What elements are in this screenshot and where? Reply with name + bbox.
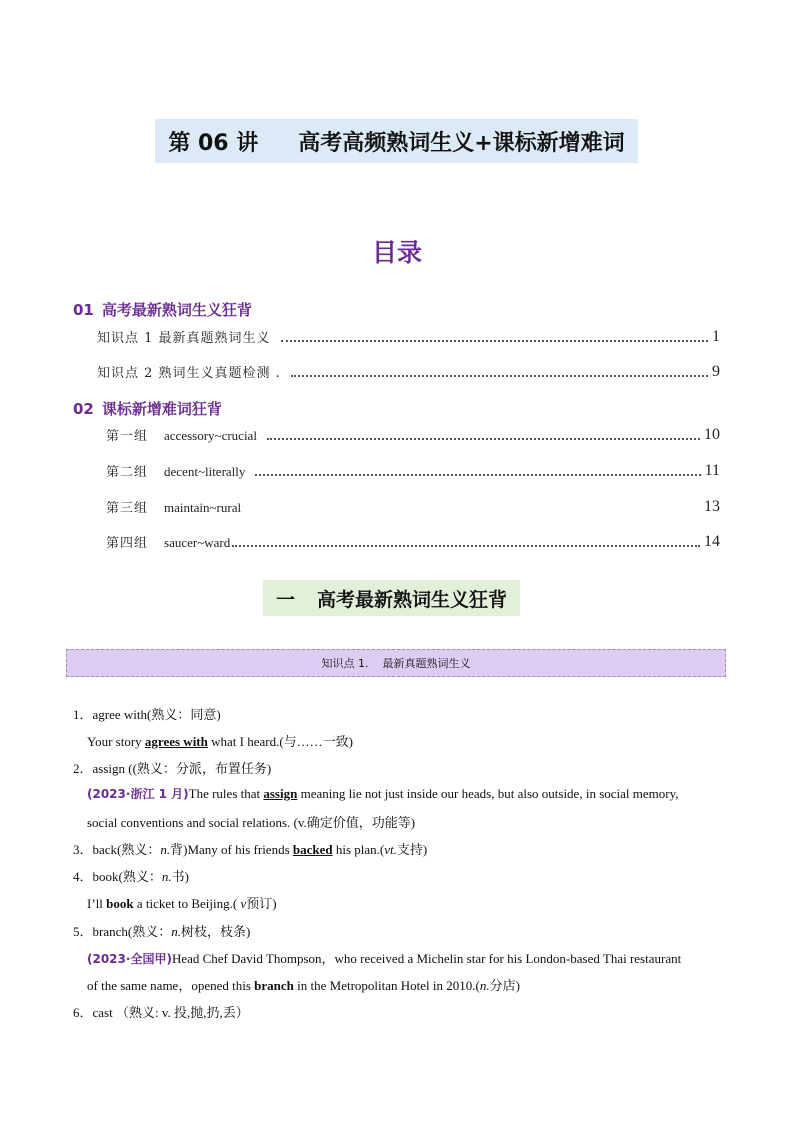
toc-item-page: 11 <box>704 462 720 479</box>
entry-4-head <box>73 866 733 885</box>
highlight-word: branch <box>254 978 294 993</box>
toc-item-group-4[interactable] <box>106 531 720 551</box>
exam-source: (2023·浙江 1 月) <box>87 787 189 801</box>
entry-text: 6．cast （熟义: v. 投,抛,扔,丢） <box>73 1005 249 1020</box>
page-title <box>155 119 638 163</box>
toc-item-words: saucer~ward <box>164 535 231 550</box>
knowledge-point-label: 知识点 1. <box>321 657 369 670</box>
entry-text: 书) <box>171 869 189 884</box>
section-banner <box>263 580 520 616</box>
entry-5-head <box>73 921 733 940</box>
entry-text: Head Chef David Thompson，who received a Michelin star for his London-based Thai restaurant <box>171 951 682 966</box>
toc-section-02[interactable] <box>73 398 222 419</box>
exam-source: (2023·全国甲) <box>87 952 172 966</box>
toc-item-label: 第四组 <box>106 536 149 551</box>
highlight-word: assign <box>263 786 298 801</box>
entry-2-example-cont <box>87 812 747 831</box>
entry-text: 2．assign ((熟义：分派，布置任务) <box>73 761 272 776</box>
entry-text: 背)Many of his friends <box>170 842 293 857</box>
entry-text: 树枝，枝条) <box>180 924 251 939</box>
toc-section-01[interactable] <box>73 299 252 320</box>
entry-2-example <box>87 785 747 802</box>
toc-item-label: 第一组 <box>106 429 149 444</box>
entry-text: of the same name，opened this <box>87 978 255 993</box>
entry-1-head <box>73 704 733 723</box>
entry-text: what I heard.(与……一致) <box>207 734 354 749</box>
toc-section-title: 高考最新熟词生义狂背 <box>101 301 252 319</box>
toc-leader-dots <box>281 340 708 342</box>
entry-text: 分店) <box>489 978 520 993</box>
toc-item-knowledge-2[interactable] <box>97 361 720 381</box>
toc-item-page: 13 <box>704 498 720 515</box>
knowledge-point-title: 最新真题熟词生义 <box>382 657 471 670</box>
toc-item-group-1[interactable] <box>106 424 720 444</box>
toc-item-knowledge-1[interactable] <box>97 326 720 346</box>
toc-item-page: 10 <box>704 426 720 443</box>
entry-3 <box>73 839 733 858</box>
lecture-number: 第 06 讲 <box>168 130 259 156</box>
entry-text: 支持) <box>396 842 428 857</box>
pos-tag: n. <box>160 842 171 857</box>
entry-text: social conventions and social relations. (v.确定价值，功能等) <box>87 815 416 830</box>
entry-text: The rules that <box>188 786 264 801</box>
toc-item-label: 知识点 2 熟词生义真题检测 . <box>97 366 281 381</box>
entry-text: 5．branch(熟义： <box>73 924 172 939</box>
entry-5-example <box>87 948 747 967</box>
toc-leader-dots <box>291 375 708 377</box>
toc-item-label: 第二组 <box>106 465 149 480</box>
knowledge-point-header <box>66 649 726 677</box>
toc-item-label: 知识点 1 最新真题熟词生义 <box>97 331 271 346</box>
toc-leader-dots <box>255 474 700 476</box>
toc-section-number: 02 <box>73 400 94 418</box>
entry-text: meaning lie not just inside our heads, but also outside, in social memory, <box>297 786 679 801</box>
entry-2-head <box>73 758 733 777</box>
entry-text: 预订) <box>246 896 277 911</box>
pos-tag: v <box>240 896 247 911</box>
entry-text: a ticket to Beijing.( <box>133 896 241 911</box>
entry-text: 1．agree with(熟义：同意) <box>73 707 221 722</box>
toc-leader-dots <box>251 510 700 512</box>
pos-tag: n. <box>161 869 172 884</box>
toc-item-page: 9 <box>712 363 720 380</box>
lecture-topic: 高考高频熟词生义+课标新增难词 <box>298 130 625 156</box>
entry-text: Your story <box>87 734 145 749</box>
section-title: 高考最新熟词生义狂背 <box>317 588 508 611</box>
toc-item-page: 1 <box>712 328 720 345</box>
highlight-word: agrees with <box>144 734 208 749</box>
pos-tag: n. <box>479 978 490 993</box>
toc-item-group-3[interactable] <box>106 496 720 516</box>
section-number: 一 <box>275 588 295 611</box>
entry-5-example-cont <box>87 975 747 994</box>
toc-section-number: 01 <box>73 301 94 319</box>
entry-text: his plan.( <box>332 842 385 857</box>
entry-1-example <box>87 731 747 750</box>
highlight-word: book <box>106 896 134 911</box>
highlight-word: backed <box>292 842 333 857</box>
toc-item-words: accessory~crucial <box>164 428 257 443</box>
toc-heading: 目录 <box>371 238 422 267</box>
entry-text: I’ll <box>87 896 107 911</box>
toc-leader-dots <box>267 438 700 440</box>
toc-item-group-2[interactable] <box>106 460 720 480</box>
entry-4-example <box>87 893 747 912</box>
entry-text: 3．back(熟义： <box>73 842 161 857</box>
pos-tag: vt. <box>384 842 397 857</box>
toc-leader-dots <box>232 545 700 547</box>
entry-text: 4．book(熟义： <box>73 869 162 884</box>
toc-item-words: maintain~rural <box>164 500 242 515</box>
pos-tag: n. <box>171 924 181 939</box>
entry-6-head <box>73 1002 733 1021</box>
toc-section-title: 课标新增难词狂背 <box>101 400 222 418</box>
toc-item-label: 第三组 <box>106 501 149 516</box>
toc-item-words: decent~literally <box>164 464 246 479</box>
toc-item-page: 14 <box>704 533 720 550</box>
entry-text: in the Metropolitan Hotel in 2010.( <box>293 978 480 993</box>
